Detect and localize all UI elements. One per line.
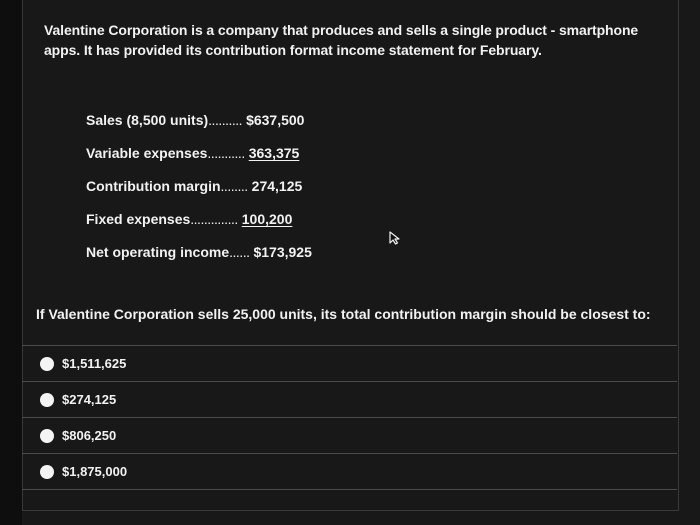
statement-dots: ...... xyxy=(229,244,250,260)
statement-dots: .............. xyxy=(190,211,238,227)
statement-row-sales xyxy=(86,104,386,137)
statement-dots: ........... xyxy=(207,145,245,161)
answer-option-3[interactable] xyxy=(22,417,677,453)
income-statement xyxy=(86,104,386,269)
answer-option-label: $806,250 xyxy=(62,428,117,443)
statement-dots: .......... xyxy=(208,112,243,128)
statement-value: 100,200 xyxy=(241,211,293,227)
statement-row-net-operating-income xyxy=(86,236,386,269)
statement-value: 274,125 xyxy=(251,178,303,194)
statement-value: 363,375 xyxy=(248,145,300,161)
answer-option-label: $274,125 xyxy=(62,392,117,407)
radio-button-icon[interactable] xyxy=(40,465,54,479)
mouse-pointer-icon xyxy=(388,231,402,245)
intro-text: Valentine Corporation is a company that produces and sells a single product - smartphone apps. It has provided its contribution format income statement for February. xyxy=(44,22,639,58)
statement-label: Sales (8,500 units) xyxy=(86,112,209,128)
statement-row-variable-expenses xyxy=(86,137,386,170)
statement-row-contribution-margin xyxy=(86,170,386,203)
statement-dots: ........ xyxy=(220,178,248,194)
statement-label: Variable expenses xyxy=(86,145,208,161)
statement-label: Fixed expenses xyxy=(86,211,191,227)
answer-option-label: $1,875,000 xyxy=(62,464,128,479)
answer-option-2[interactable] xyxy=(22,381,677,417)
statement-value: $173,925 xyxy=(253,244,312,260)
statement-label: Net operating income xyxy=(86,244,230,260)
answer-option-1[interactable] xyxy=(22,345,677,381)
answer-option-label: $1,511,625 xyxy=(62,356,127,371)
radio-button-icon[interactable] xyxy=(40,429,54,443)
radio-button-icon[interactable] xyxy=(40,393,54,407)
statement-row-fixed-expenses xyxy=(86,203,386,236)
statement-label: Contribution margin xyxy=(86,178,221,194)
radio-button-icon[interactable] xyxy=(40,357,54,371)
statement-value: $637,500 xyxy=(246,112,305,128)
question-text: If Valentine Corporation sells 25,000 units, its total contribution margin should be closest to: xyxy=(36,306,651,322)
answer-options xyxy=(22,345,677,490)
answer-option-4[interactable] xyxy=(22,453,677,490)
